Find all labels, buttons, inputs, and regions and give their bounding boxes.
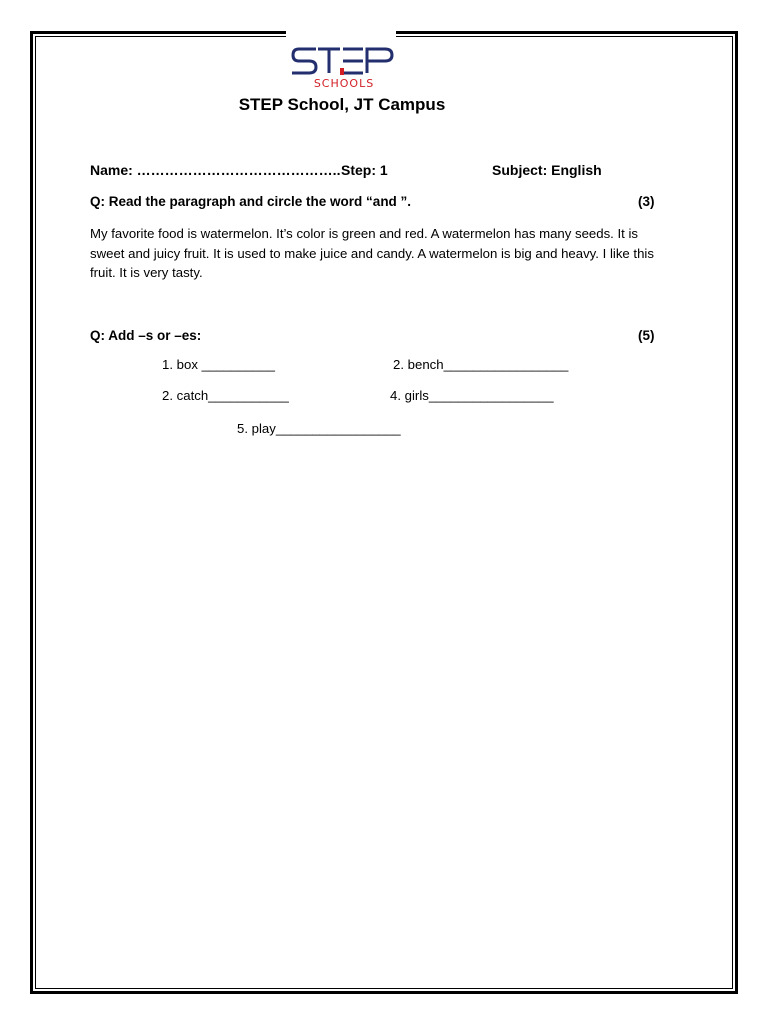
page-border-inner — [35, 36, 733, 989]
exercise-item: 5. play_________________ — [237, 421, 401, 436]
reading-paragraph: My favorite food is watermelon. It’s color is green and red. A watermelon has many seeds. It is sweet and juicy fruit. It is used to make juice and candy. A watermelon is big and heavy. I like this fruit. It is very tasty. — [90, 226, 654, 280]
border-gap — [286, 26, 396, 40]
exercise-item: 1. box __________ — [162, 357, 275, 372]
question-2-marks: (5) — [638, 328, 655, 343]
question-1: Q: Read the paragraph and circle the word “and ”. — [90, 194, 412, 209]
step-label: Step: 1 — [341, 162, 388, 178]
question-2: Q: Add –s or –es: — [90, 328, 202, 343]
subject-label: Subject: English — [492, 162, 602, 178]
name-label: Name: …………………………………….. — [90, 162, 341, 178]
exercise-item: 4. girls_________________ — [390, 388, 554, 403]
exercise-item: 2. catch___________ — [162, 388, 289, 403]
school-title: STEP School, JT Campus — [238, 95, 446, 114]
logo-subtitle: SCHOOLS — [313, 77, 375, 90]
question-1-marks: (3) — [638, 194, 655, 209]
exercise-item: 2. bench_________________ — [393, 357, 569, 372]
